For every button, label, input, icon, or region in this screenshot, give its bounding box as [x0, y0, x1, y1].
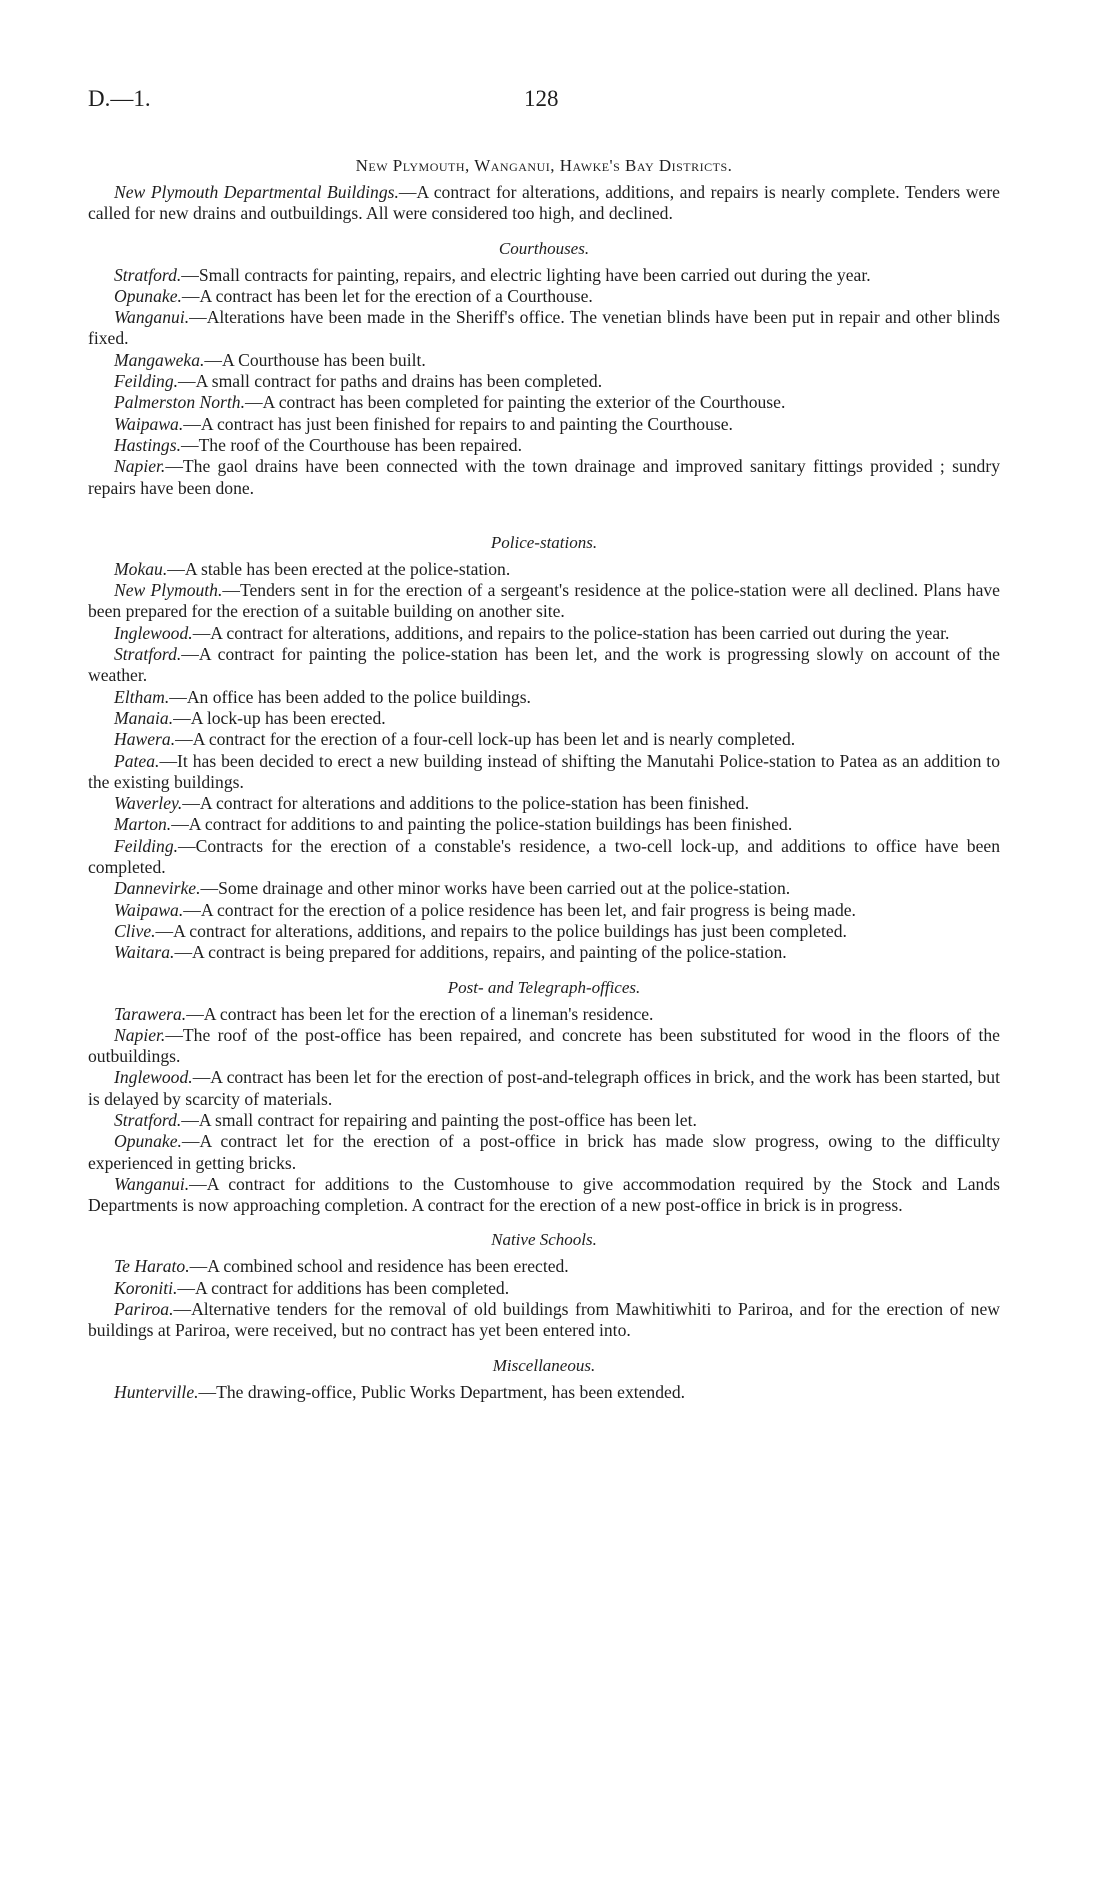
entry-paragraph: [88, 1382, 1000, 1403]
intro-paragraph: [88, 182, 1000, 225]
entry-place: Dannevirke.: [114, 878, 201, 899]
entry-text: —A contract for additions has been completed.: [177, 1277, 510, 1298]
section-title: Police-stations.: [490, 532, 598, 552]
entry-place: Feilding.: [114, 371, 179, 392]
entry-paragraph: [88, 1025, 1000, 1068]
entry-paragraph: [88, 921, 1000, 942]
entry-place: Mangaweka.: [114, 349, 205, 370]
entry-paragraph: [88, 350, 1000, 371]
entry-text: —A small contract for repairing and painting the post-office has been let.: [181, 1109, 697, 1130]
entry-place: Tarawera.: [114, 1003, 187, 1024]
entry-place: Napier.: [114, 456, 166, 477]
document-page: [88, 86, 1000, 1403]
entry-place: Eltham.: [114, 686, 170, 707]
entry-place: Marton.: [114, 814, 172, 835]
entry-paragraph: [88, 559, 1000, 580]
entry-place: Napier.: [114, 1024, 166, 1045]
section-title: Native Schools.: [491, 1230, 597, 1250]
entry-text: —A contract for the erection of a four-cell lock-up has been let and is nearly completed.: [175, 729, 796, 750]
entry-place: Patea.: [114, 750, 160, 771]
entry-text: —An office has been added to the police buildings.: [169, 686, 531, 707]
entry-text: —A contract has been let for the erection of post-and-telegraph offices in brick, and the work has been started, but is delayed by scarcity of materials.: [88, 1067, 1000, 1109]
entry-paragraph: [88, 644, 1000, 687]
entry-paragraph: [88, 793, 1000, 814]
entry-paragraph: [88, 623, 1000, 644]
entry-text: —The roof of the post-office has been repaired, and concrete has been substituted for wood in the floors of the outbuildings.: [88, 1024, 1000, 1067]
entry-place: Hunterville.: [114, 1381, 199, 1402]
entry-place: Te Harato.: [114, 1256, 190, 1277]
entry-paragraph: [88, 1278, 1000, 1299]
entry-text: —Alternative tenders for the removal of old buildings from Mawhitiwhiti to Pariroa, and for the erection of new buildings at Pariroa, were received, but no contract has yet been entered into.: [88, 1299, 1000, 1341]
entry-paragraph: [88, 836, 1000, 879]
document-reference: D.—1.: [88, 86, 151, 111]
entry-text: —A contract for additions to and painting the police-station buildings has been finished.: [171, 814, 793, 835]
section-entries: [88, 1256, 1000, 1341]
entry-paragraph: [88, 1131, 1000, 1174]
entry-paragraph: [88, 878, 1000, 899]
entry-paragraph: [88, 1110, 1000, 1131]
entry-paragraph: [88, 371, 1000, 392]
entry-place: New Plymouth Departmental Buildings.: [114, 182, 399, 202]
entry-paragraph: [88, 687, 1000, 708]
section-title: Post- and Telegraph-offices.: [447, 977, 641, 997]
entry-text: —The drawing-office, Public Works Department, has been extended.: [198, 1381, 686, 1402]
entry-place: Waverley.: [114, 793, 183, 814]
entry-text: —A contract let for the erection of a post-office in brick has made slow progress, owing to the difficulty experienced in getting bricks.: [88, 1131, 1000, 1173]
entry-paragraph: [88, 286, 1000, 307]
page-header: [88, 86, 1000, 120]
entry-text: —A stable has been erected at the police-station.: [167, 558, 511, 579]
district-title: New Plymouth, Wanganui, Hawke's Bay Districts.: [355, 156, 733, 175]
entry-text: —Alterations have been made in the Sheriff's office. The venetian blinds have been put in repair and other blinds fixed.: [88, 307, 1000, 349]
entry-place: Waitara.: [114, 942, 175, 963]
section-entries: [88, 265, 1000, 499]
entry-paragraph: [88, 814, 1000, 835]
entry-text: —Contracts for the erection of a constable's residence, a two-cell lock-up, and additions to office have been completed.: [88, 835, 1000, 878]
entry-text: —A contract for alterations, additions, and repairs is nearly complete. Tenders were called for new drains and outbuildings. All were considered too high, and declined.: [88, 182, 1000, 224]
section-entries: [88, 1004, 1000, 1217]
entry-place: Inglewood.: [114, 1067, 193, 1088]
entry-place: Inglewood.: [114, 622, 193, 643]
entry-text: —A small contract for paths and drains has been completed.: [178, 371, 603, 392]
entry-place: Hawera.: [114, 729, 176, 750]
entry-paragraph: [88, 414, 1000, 435]
entry-text: —A contract has been let for the erection of a lineman's residence.: [186, 1003, 654, 1024]
entry-text: —A lock-up has been erected.: [173, 707, 386, 728]
entry-place: Mokau.: [114, 558, 168, 579]
entry-place: Feilding.: [114, 835, 179, 856]
section-entries: [88, 559, 1000, 964]
entry-paragraph: [88, 900, 1000, 921]
entry-text: —A contract is being prepared for additions, repairs, and painting of the police-station.: [174, 942, 787, 963]
entry-place: Stratford.: [114, 264, 182, 285]
entry-place: Opunake.: [114, 1131, 182, 1152]
entry-place: Wanganui.: [114, 1173, 190, 1194]
entry-place: Palmerston North.: [114, 392, 245, 413]
entry-paragraph: [88, 729, 1000, 750]
entry-paragraph: [88, 265, 1000, 286]
entry-place: Wanganui.: [114, 307, 190, 328]
entry-text: —The roof of the Courthouse has been repaired.: [180, 434, 522, 455]
entry-text: —A contract for the erection of a police residence has been let, and fair progress is being made.: [183, 899, 856, 920]
entry-place: New Plymouth.: [114, 580, 223, 601]
entry-text: —Small contracts for painting, repairs, and electric lighting have been carried out during the year.: [181, 264, 871, 285]
entry-paragraph: [88, 708, 1000, 729]
entry-place: Waipawa.: [114, 413, 184, 434]
entry-text: —A contract for alterations, additions, and repairs to the police-station has been carried out during the year.: [192, 622, 950, 643]
entry-paragraph: [88, 1004, 1000, 1025]
entry-place: Koroniti.: [114, 1277, 178, 1298]
entry-place: Clive.: [114, 920, 156, 941]
entry-place: Stratford.: [114, 644, 182, 665]
entry-paragraph: [88, 392, 1000, 413]
entry-paragraph: [88, 751, 1000, 794]
page-number: 128: [524, 86, 559, 111]
sections-container: [88, 239, 1000, 1403]
section-title: Miscellaneous.: [492, 1355, 596, 1375]
entry-place: Hastings.: [114, 434, 181, 455]
entry-text: —Tenders sent in for the erection of a sergeant's residence at the police-station were all declined. Plans have been prepared for the erection of a suitable building on another site.: [88, 580, 1000, 622]
section-title: Courthouses.: [498, 238, 590, 258]
entry-place: Waipawa.: [114, 899, 184, 920]
entry-paragraph: [88, 1174, 1000, 1217]
entry-text: —A contract for alterations, additions, and repairs to the police buildings has just been completed.: [155, 920, 847, 941]
entry-text: —Some drainage and other minor works have been carried out at the police-station.: [200, 878, 791, 899]
entry-text: —The gaol drains have been connected with the town drainage and improved sanitary fittings provided ; sundry repairs have been done.: [88, 456, 1000, 498]
entry-place: Manaia.: [114, 707, 174, 728]
entry-paragraph: [88, 435, 1000, 456]
entry-text: —It has been decided to erect a new building instead of shifting the Manutahi Police-station to Patea as an addition to the existing buildings.: [88, 750, 1000, 792]
entry-text: —A contract for painting the police-station has been let, and the work is progressing slowly on account of the weather.: [88, 644, 1000, 686]
entry-paragraph: [88, 1067, 1000, 1110]
entry-paragraph: [88, 1299, 1000, 1342]
entry-text: —A combined school and residence has been erected.: [189, 1256, 569, 1277]
entry-paragraph: [88, 307, 1000, 350]
entry-text: —A contract has been let for the erection of a Courthouse.: [181, 285, 593, 306]
section-entries: [88, 1382, 1000, 1403]
entry-place: Opunake.: [114, 285, 182, 306]
entry-text: —A contract has just been finished for repairs to and painting the Courthouse.: [183, 413, 733, 434]
entry-text: —A contract has been completed for painting the exterior of the Courthouse.: [244, 392, 786, 413]
entry-text: —A Courthouse has been built.: [204, 349, 426, 370]
entry-place: Stratford.: [114, 1109, 182, 1130]
entry-paragraph: [88, 1256, 1000, 1277]
entry-paragraph: [88, 456, 1000, 499]
entry-paragraph: [88, 942, 1000, 963]
entry-text: —A contract for additions to the Customhouse to give accommodation required by the Stock and Lands Departments is now approaching completion. A contract for the erection of a new post-office in brick is in progress.: [88, 1173, 1000, 1216]
entry-place: Pariroa.: [114, 1299, 174, 1320]
entry-text: —A contract for alterations and additions to the police-station has been finished.: [182, 793, 750, 814]
entry-paragraph: [88, 580, 1000, 623]
